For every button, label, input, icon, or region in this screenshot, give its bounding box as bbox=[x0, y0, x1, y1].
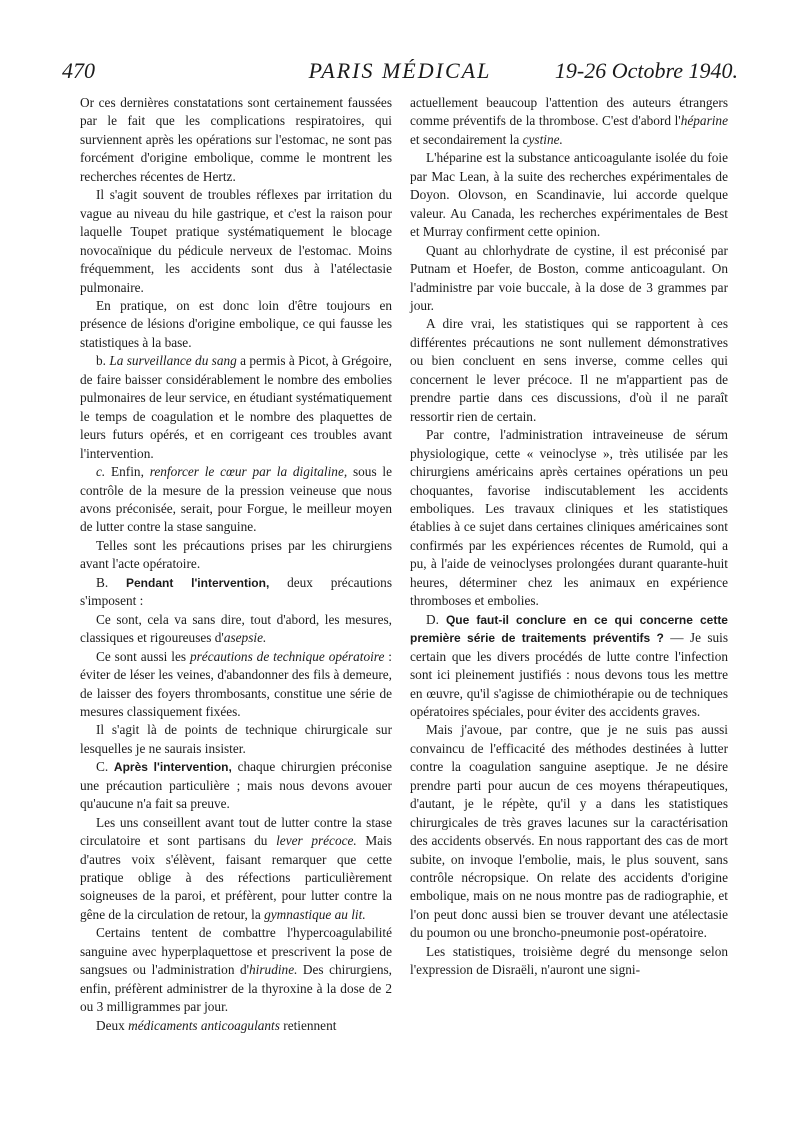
paragraph-text: Ce sont, cela va sans dire, tout d'abord, les mesures, classiques et rigoureuses d' bbox=[80, 611, 392, 646]
paragraph-text: chaque chirurgien préconise une précaution particulière ; mais nous devons avouer qu'aucune n'a fait sa preuve. bbox=[80, 759, 393, 812]
paragraph-text: Ce sont aussi les bbox=[96, 648, 187, 664]
emphasis: cystine. bbox=[522, 131, 563, 147]
paragraph bbox=[410, 94, 728, 149]
emphasis: asepsie. bbox=[223, 630, 267, 646]
paragraph: Il s'agit là de points de technique chirurgicale sur lesquelles je ne saurais insister. bbox=[80, 722, 392, 756]
paragraph bbox=[80, 352, 392, 463]
paragraph bbox=[80, 924, 392, 1016]
section-heading: Que faut-il conclure en ce qui concerne cette première série de traitements préventifs ? bbox=[410, 612, 728, 646]
paragraph: En pratique, on est donc loin d'être toujours en présence de lésions d'origine embolique, ce qui fausse les statistiques à la base. bbox=[80, 297, 392, 350]
running-header bbox=[62, 58, 738, 88]
paragraph: L'héparine est la substance anticoagulante isolée du foie par Mac Lean, à la suite des recherches expérimentales de Doyon. Olovson, en Scandinavie, lui accorde quelque valeur. Au Canada, les recherches expérimentales de Best et Murray confirment cette opinion. bbox=[410, 150, 728, 240]
section-label: c. bbox=[96, 464, 106, 480]
section-label: B. bbox=[96, 574, 109, 590]
emphasis: lever précoce. bbox=[276, 833, 357, 849]
left-column bbox=[80, 94, 392, 1035]
paragraph: Telles sont les précautions prises par les chirurgiens avant l'acte opératoire. bbox=[80, 537, 392, 572]
paragraph-text: Enfin, bbox=[111, 464, 144, 480]
paragraph bbox=[80, 574, 392, 611]
section-label: b. bbox=[96, 353, 106, 369]
paragraph: Quant au chlorhydrate de cystine, il est préconisé par Putnam et Hoefer, de Boston, comme anticoagulant. On l'administre par voie buccale, à la dose de 3 grammes par jour. bbox=[410, 242, 728, 313]
paragraph-text: : éviter de léser les veines, d'abandonner des fils à demeure, de laisser des foyers thrombosants, constitue une série de mesures classiquement fixées. bbox=[80, 648, 392, 719]
paragraph: Mais j'avoue, par contre, que je ne suis pas aussi convaincu de l'efficacité des méthodes destinées à lutter contre la coagulation sanguine aseptique. Je ne désire prendre parti pour aucun de ces moyens thérapeutiques, d'autant, je le répète, qu'il y a dans les statistiques chirurgicales de très graves lacunes sur la caractérisation des accidents observés. En nous rapportant des cas de mort subite, on invoque l'embolie, mais, le plus souvent, sans contrôle nécropsique. On relate des accidents d'origine embolique, mais on ne nous montre pas de radiographie, et l'on peut donc aussi bien se trouver devant une atélectasie du poumon ou une broncho-pneumonie post-opératoire. bbox=[410, 722, 728, 941]
paragraph-text: sous le contrôle de la mesure de la pression veineuse que nous avons préconisée, serait, pour Forgue, le meilleur moyen de lutter contre la stase sanguine. bbox=[80, 464, 392, 535]
paragraph-text: deux précautions s'imposent : bbox=[80, 574, 393, 609]
paragraph bbox=[410, 611, 728, 722]
paragraph-text: et secondairement la bbox=[410, 131, 520, 147]
section-heading: Après l'intervention, bbox=[113, 760, 232, 775]
paragraph-text: Deux bbox=[96, 1017, 125, 1033]
paragraph: Or ces dernières constatations sont certainement faussées par le fait que les complications respiratoires, qui surviennent après les opérations sur l'estomac, ne sont pas forcément d'origine embolique, comme le montrent les recherches récentes de Hertz. bbox=[80, 95, 392, 184]
section-heading: Pendant l'intervention, bbox=[125, 575, 270, 590]
paragraph-text: a permis à Picot, à Grégoire, de faire baisser considérablement le nombre des embolies pulmonaires de leur service, en étudiant systématiquement le temps de coagulation et le nombre des plaquettes de leurs futurs opérés, et en corrigeant ces troubles avant l'intervention. bbox=[80, 353, 392, 461]
emphasis: La surveillance du sang bbox=[109, 353, 237, 369]
journal-title: PARIS MÉDICAL bbox=[308, 58, 492, 83]
emphasis: médicaments anticoagulants bbox=[128, 1017, 280, 1033]
paragraph: Les statistiques, troisième degré du mensonge selon l'expression de Disraëli, n'auront une signi- bbox=[410, 943, 728, 978]
issue-date: 19-26 Octobre 1940. bbox=[554, 58, 738, 83]
page-number: 470 bbox=[62, 58, 95, 83]
paragraph bbox=[80, 1017, 392, 1035]
paragraph-text: — Je suis certain que les divers procédés de lutte contre l'infection sont ici pleinement justifiés : nous devons tous les mettre en œuvre, qu'il s'agisse de chimiothérapie ou de techniques opératoires spéciales, pour éviter des accidents graves. bbox=[410, 630, 729, 719]
paragraph-text: Des chirurgiens, enfin, préfèrent administrer de la thyroxine à la dose de 2 ou 3 milligrammes par jour. bbox=[80, 962, 393, 1015]
paragraph-text: Certains tentent de combattre l'hypercoagulabilité sanguine avec hyperplaquettose et prescrivent la pose de sangsues ou l'administration d' bbox=[80, 925, 392, 978]
emphasis: précautions de technique opératoire bbox=[189, 648, 385, 664]
paragraph: A dire vrai, les statistiques qui se rapportent à ces différentes précautions ne sont nullement démonstratives ou bien concluent en sens inverse, comme celles qui concernent le lever précoce. Il ne m'appartient pas de prendre partie dans ces discussions, d'où il ne paraît ressortir rien de certain. bbox=[410, 316, 728, 424]
emphasis: héparine bbox=[680, 113, 728, 129]
paragraph: Par contre, l'administration intraveineuse de sérum physiologique, cette « veinoclyse », très utilisée par les chirurgiens américains après certaines opérations un peu choquantes, favorise indiscutablement les accidents emboliques. Les travaux cliniques et les statistiques établies à ce sujet dans certaines cliniques américaines sont confirmés par les expériences récentes de Rumold, qui a pu, à l'aide de veinoclyses prolongées durant quarante-huit heures, déterminer chez les animaux en expérience thromboses et embolies. bbox=[410, 427, 728, 609]
paragraph-text: retiennent bbox=[283, 1017, 337, 1033]
paragraph: Il s'agit souvent de troubles réflexes par irritation du vague au niveau du hile gastrique, et c'est la raison pour laquelle Toupet pratique systématiquement le blocage novocaïnique du pédicule nerveux de l'estomac. Moins fréquemment, les accidents sont dus à l'atélectasie pulmonaire. bbox=[80, 187, 392, 295]
paragraph bbox=[80, 758, 392, 813]
emphasis: gymnastique au lit. bbox=[264, 906, 366, 922]
paragraph-text: actuellement beaucoup l'attention des auteurs étrangers comme préventifs de la thrombose. C'est d'abord l' bbox=[410, 95, 728, 129]
paragraph-text: Mais d'autres voix s'élèvent, faisant remarquer que cette pratique oblige à des réfections particulièrement soigneuses de la paroi, et préfèrent, pour lutter contre la gêne de la circulation de retour, la bbox=[80, 833, 392, 922]
emphasis: renforcer le cœur par la digitaline, bbox=[149, 464, 348, 480]
right-column bbox=[410, 94, 728, 980]
paragraph-text: Les uns conseillent avant tout de lutter contre la stase circulatoire et sont partisans du bbox=[80, 814, 392, 849]
paragraph bbox=[80, 463, 392, 537]
section-label: C. bbox=[96, 759, 109, 775]
paragraph bbox=[80, 814, 392, 925]
paragraph bbox=[80, 648, 392, 722]
emphasis: hirudine. bbox=[249, 962, 298, 978]
section-label: D. bbox=[426, 611, 439, 627]
paragraph bbox=[80, 611, 392, 648]
